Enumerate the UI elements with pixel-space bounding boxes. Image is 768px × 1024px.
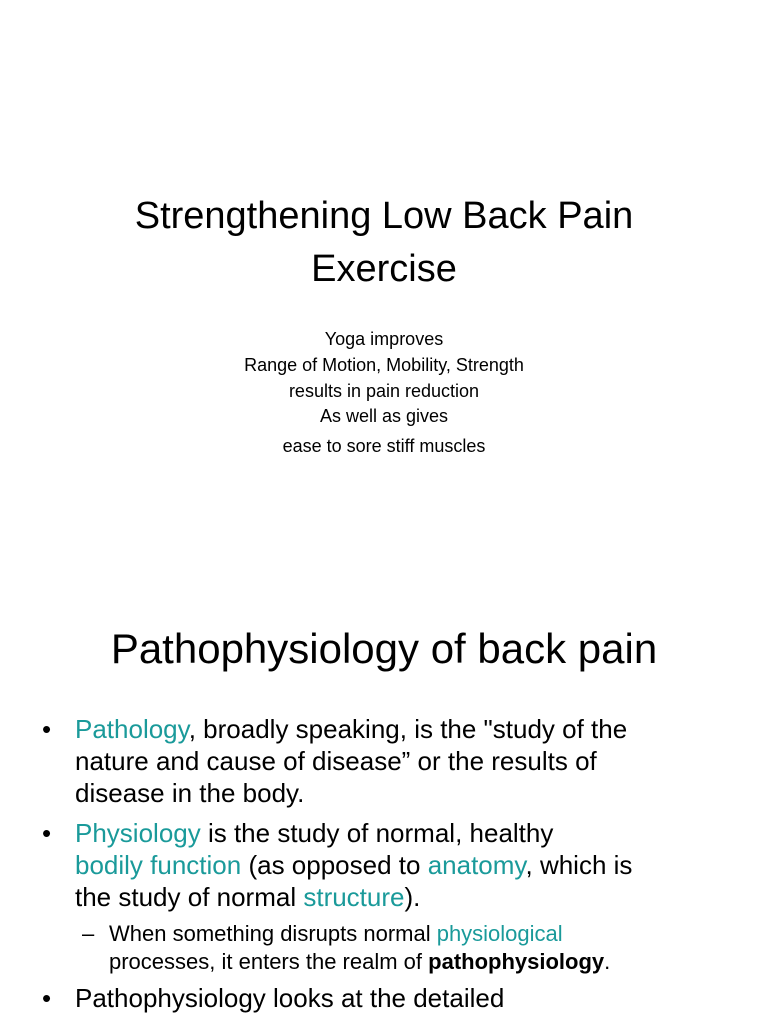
sub-bullet-line: [109, 948, 749, 976]
term-anatomy: anatomy: [427, 850, 526, 880]
bullet-line: disease in the body.: [75, 778, 305, 808]
slide-title: [0, 190, 768, 296]
term-pathophysiology: pathophysiology: [428, 949, 605, 974]
bullet-text-run: is the study of normal, healthy: [200, 818, 554, 848]
subtitle-line: ease to sore stiff muscles: [282, 436, 486, 456]
term-physiological: physiological: [436, 921, 563, 946]
bullet-line: [75, 817, 745, 849]
bullet-line: Pathophysiology looks at the detailed: [75, 983, 505, 1013]
sub-text-run: processes, it enters the realm of: [109, 949, 429, 974]
sub-bullet-marker: –: [82, 921, 95, 946]
section-title: Pathophysiology of back pain: [110, 625, 658, 672]
term-pathology: Pathology: [75, 714, 189, 744]
sub-bullet-line: [109, 920, 749, 948]
slide-title-line-2: Exercise: [311, 248, 457, 290]
bullet-physiology: [75, 817, 745, 913]
subtitle-line: Range of Motion, Mobility, Strength: [244, 355, 524, 375]
sub-text-run: .: [604, 949, 611, 974]
bullet-text-run: , which is: [525, 850, 633, 880]
subtitle-line: Yoga improves: [324, 329, 444, 349]
subtitle-line: As well as gives: [319, 406, 449, 426]
sub-bullet-pathophysiology: [109, 920, 749, 976]
bullet-text-run: ).: [404, 882, 421, 912]
bullet-pathophysiology-details: [75, 982, 745, 1014]
bullet-line: [75, 849, 745, 881]
bullet-marker: •: [42, 983, 52, 1013]
bullet-pathology: [75, 713, 745, 809]
term-bodily-function: bodily function: [75, 850, 242, 880]
bullet-text-run: (as opposed to: [241, 850, 428, 880]
bullet-text-run: , broadly speaking, is the "study of the: [188, 714, 628, 744]
bullet-marker: •: [42, 714, 52, 744]
bullet-line: nature and cause of disease” or the results of: [75, 746, 597, 776]
bullet-line: [75, 881, 745, 913]
bullet-line: [75, 713, 745, 745]
bullet-marker: •: [42, 818, 52, 848]
sub-text-run: When something disrupts normal: [109, 921, 437, 946]
term-structure: structure: [303, 882, 405, 912]
bullet-text-run: the study of normal: [75, 882, 304, 912]
slide-title-line-1: Strengthening Low Back Pain: [134, 195, 634, 237]
term-physiology: Physiology: [75, 818, 201, 848]
subtitle-line: results in pain reduction: [288, 381, 480, 401]
